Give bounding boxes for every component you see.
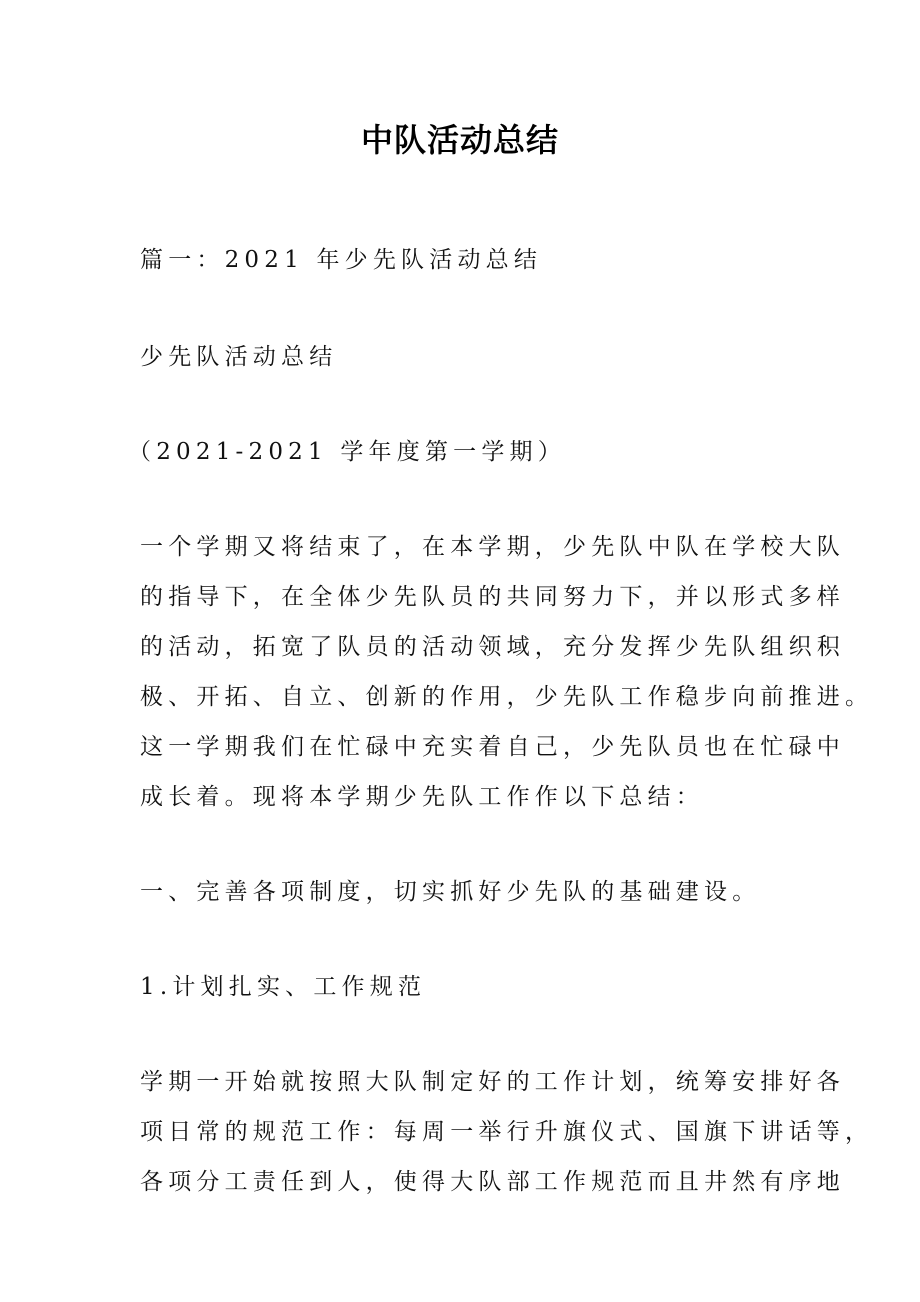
- part-heading: 篇一：2021 年少先队活动总结: [140, 247, 543, 273]
- subtitle: 少先队活动总结: [140, 344, 338, 370]
- intro-line: 这一学期我们在忙碌中充实着自己，少先队员也在忙碌中: [140, 734, 845, 760]
- intro-line: 的指导下，在全体少先队员的共同努力下，并以形式多样: [140, 584, 845, 610]
- intro-line: 成长着。现将本学期少先队工作作以下总结：: [140, 784, 704, 810]
- intro-line: 一个学期又将结束了，在本学期，少先队中队在学校大队: [140, 534, 845, 560]
- body-line: 学期一开始就按照大队制定好的工作计划，统筹安排好各: [140, 1069, 845, 1095]
- body-line: 项日常的规范工作：每周一举行升旗仪式、国旗下讲话等，: [140, 1119, 874, 1145]
- subsection-heading: 1.计划扎实、工作规范: [140, 974, 427, 1000]
- body-line: 各项分工责任到人，使得大队部工作规范而且井然有序地: [140, 1169, 845, 1195]
- document-title: 中队活动总结: [360, 121, 559, 159]
- intro-line: 极、开拓、自立、创新的作用，少先队工作稳步向前推进。: [140, 684, 874, 710]
- intro-line: 的活动，拓宽了队员的活动领域，充分发挥少先队组织积: [140, 634, 845, 660]
- section-heading: 一、完善各项制度，切实抓好少先队的基础建设。: [140, 879, 761, 905]
- term-label: （2021-2021 学年度第一学期）: [128, 439, 566, 465]
